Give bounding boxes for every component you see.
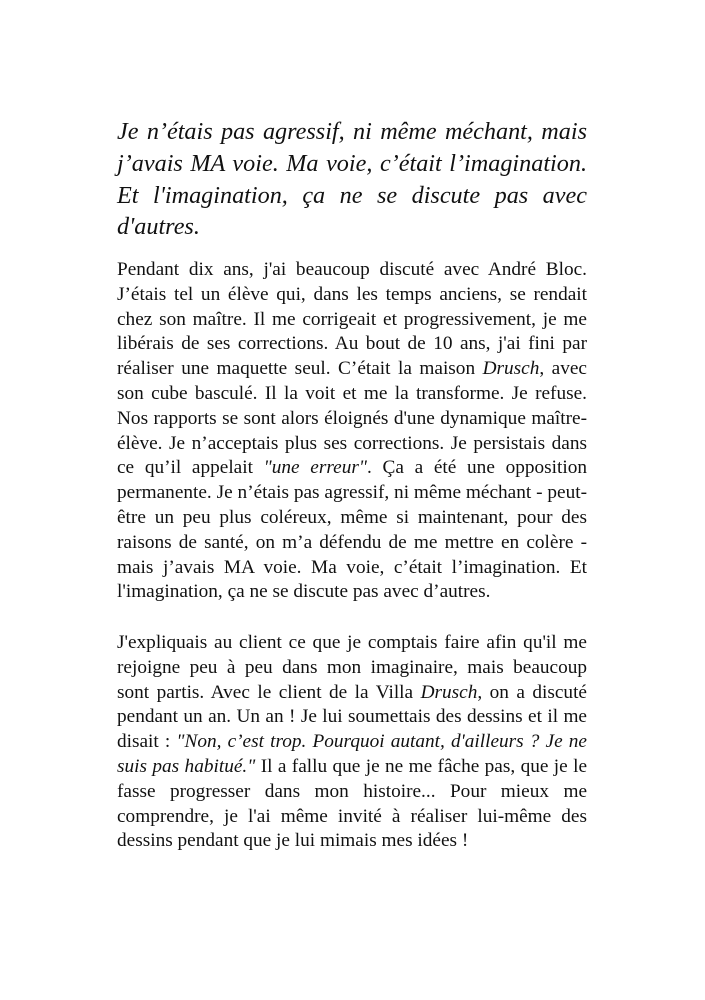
paragraph-1-italic-drusch: Drusch — [482, 358, 540, 380]
body-paragraph-2 — [117, 631, 587, 854]
paragraph-2-italic-quote: "Non, c’est trop. Pourquoi autant, d'ailleurs ? Je ne suis pas habitué." — [117, 731, 587, 777]
paragraph-1-text-3: . Ça a été une opposition permanente. Je n’étais pas agressif, ni même méchant - peut-être un peu plus coléreux, même si maintenant, pour des raisons de santé, on m’a défendu de me mettre en colère - mais j’avais MA voie. Ma voie, c’était l’imagination. Et l'imagination, ça ne se discute pas avec d’autres. — [117, 457, 587, 603]
paragraph-1-text-1: Pendant dix ans, j'ai beaucoup discuté avec André Bloc. J’étais tel un élève qui, dans les temps anciens, se rendait chez son maître. Il me corrigeait et progressivement, je me libérais de ses corrections. Au bout de 10 ans, j'ai fini par réaliser une maquette seul. C’était la maison — [117, 259, 587, 380]
paragraph-2-text-2: , on a discuté pendant un an. Un an ! Je lui soumettais des dessins et il me disait : — [117, 681, 587, 753]
paragraph-1-text-2: , avec son cube basculé. Il la voit et me la transforme. Je refuse. Nos rapports se sont alors éloignés d'une dynamique maître-élève. Je n’acceptais plus ses corrections. Je persistais dans ce qu’il appelait — [117, 358, 587, 479]
paragraph-1-italic-erreur: "une erreur" — [263, 457, 367, 479]
paragraph-2-italic-drusch: Drusch — [420, 681, 478, 703]
body-paragraph-1 — [117, 258, 587, 605]
pull-quote: Je n’étais pas agressif, ni même méchant, mais j’avais MA voie. Ma voie, c’était l’imagination. Et l'imagination, ça ne se discute pas avec d'autres. — [117, 118, 587, 241]
paragraph-2-text-3: Il a fallu que je ne me fâche pas, que je le fasse progresser dans mon histoire... Pour mieux me comprendre, je l'ai même invité à réaliser lui-même des dessins pendant que je lui mimais mes idées ! — [117, 755, 587, 852]
paragraph-2-text-1: J'expliquais au client ce que je comptais faire afin qu'il me rejoigne peu à peu dans mon imaginaire, mais beaucoup sont partis. Avec le client de la Villa — [117, 632, 587, 703]
